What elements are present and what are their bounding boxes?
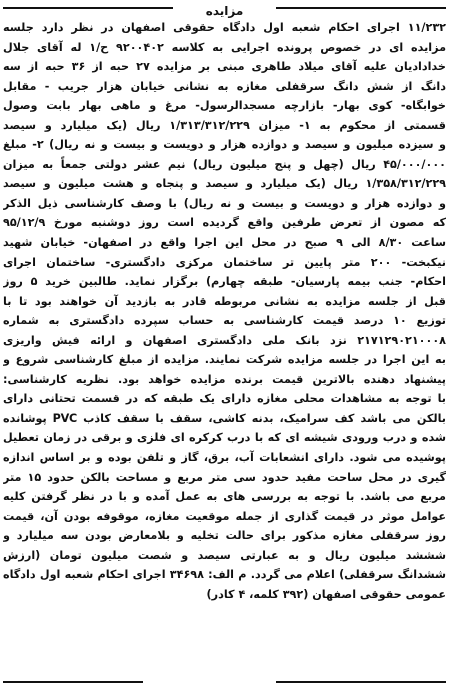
notice-line: گیری در محل ساحت مفید حدود سی متر مربع و مساحت بالکن حدود ۱۵ متر [3,470,446,484]
notice-line: مربع می باشد. با توجه به بررسی های به عمل آمده و با در نظر گرفتن کلیه [3,490,446,504]
notice-line: که مصون از تعرض طرفین واقع گردیده است روز دوشنبه مورخ ۹۵/۱۲/۹ [3,216,446,230]
notice-line: پوشیده می شود. دارای انشعابات آب، برق، گاز و تلفن بوده و بر اساس اندازه [3,451,446,465]
notice-line: قسمتی از محکوم به ۱- میزان ۱/۳۱۳/۳۱۲/۲۲۹ ریال (یک میلیارد و سیصد [3,118,446,132]
notice-line: و سیزده میلیون و سیصد و دوازده هزار و دویست و بیست و نه ریال) ۲- مبلغ [3,138,446,152]
header-rule-left [3,7,173,9]
notice-line: به این اجرا در جلسه مزایده شرکت نمایند. مزایده از مبلغ کارشناسی شروع و [3,353,446,367]
notice-line: دانگ از شش دانگ سرقفلی مغازه به نشانی خیابان هزار جریب - مقابل [3,79,446,93]
notice-line: با توجه به مشاهدات محلی مغازه دارای یک طبقه که در قسمت تحتانی دارای [3,392,446,406]
notice-title: مزایده [198,4,252,18]
notice-body [3,18,446,604]
notice-line: خوابگاه- کوی بهار- بازارچه مسجدالرسول- مرغ و ماهی بهار بابت وصول [3,99,446,113]
notice-line: قبل از جلسه مزایده به نشانی مربوطه قادر به بازدید آن خواهند بود تا با [3,294,446,308]
notice-line: احکام- جنب بیمه پارسیان- طبقه چهارم) برگزار نماید. طالبین خرید ۵ روز [3,275,446,289]
notice-line: شده و درب ورودی شیشه ای که با درب کرکره ای فلزی و برقی در زمان تعطیل [3,431,446,445]
header-rule-right [276,7,446,9]
notice-line: ۱۱/۲۳۲ اجرای احکام شعبه اول دادگاه حقوقی اصفهان در نظر دارد جلسه [3,21,446,34]
notice-line: پیشنهاد دهنده بالاترین قیمت برنده مزایده خواهد بود. نظریه کارشناسی: [3,372,446,386]
notice-line: ۲۱۷۱۲۹۰۲۱۰۰۰۸ نزد بانک ملی دادگستری اصفهان و ارائه فیش واریزی [3,333,446,347]
notice-line: ۴۵/۰۰۰/۰۰۰ ریال (چهل و پنج میلیون ریال) نیم عشر دولتی جمعاً به میزان [3,157,446,171]
notice-line: روز سرقفلی مغازه مذکور برای حالت تخلیه و بلامعارض بودن سه میلیارد و [3,529,446,543]
legal-notice [3,0,446,683]
notice-line: و دوازده هزار و دویست و بیست و نه ریال) با وصف کارشناسی ذیل الذکر [3,196,446,210]
notice-line: مزایده ای در خصوص پرونده اجرایی به کلاسه ۹۲۰۰۴۰۲ ح/۱ له آقای جلال [3,40,446,54]
notice-header [3,0,446,18]
notice-footer [3,679,446,683]
notice-line: ششدانگ سرقفلی) اعلام می گردد. م الف: ۳۴۶۹۸ اجرای احکام شعبه اول دادگاه [3,568,446,582]
notice-line: شششد میلیون ریال و به عبارتی سیصد و شصت میلیون تومان (ارزش [3,548,446,562]
notice-line: توزیع ۱۰ درصد قیمت کارشناسی به حساب سپرده دادگستری به شماره [3,314,446,328]
notice-line: ۱/۳۵۸/۳۱۲/۲۲۹ ریال (یک میلیارد و سیصد و پنجاه و هشت میلیون و سیصد [3,177,446,191]
notice-line: عمومی حقوقی اصفهان (۳۹۲ کلمه، ۴ کادر) [206,587,446,601]
notice-line: بالکن می باشد کف سرامیک، بدنه کاشی، سقف با سقف کاذب PVC پوشانده [3,411,446,425]
notice-line: عوامل موثر در قیمت گذاری از جمله موقعیت مغازه، موقوفه بودن آن، قیمت [3,509,446,523]
notice-line: نیکبخت- ۲۰۰ متر پایین تر ساختمان مرکزی دادگستری- ساختمان اجرای [3,255,446,269]
notice-line: خدادادیان علیه آقای میلاد طاهری مبنی بر مزایده ۲۷ حبه از ۳۶ حبه از سه [3,60,446,74]
notice-line: ساعت ۸/۳۰ الی ۹ صبح در محل این اجرا واقع در اصفهان- خیابان شهید [3,236,446,250]
